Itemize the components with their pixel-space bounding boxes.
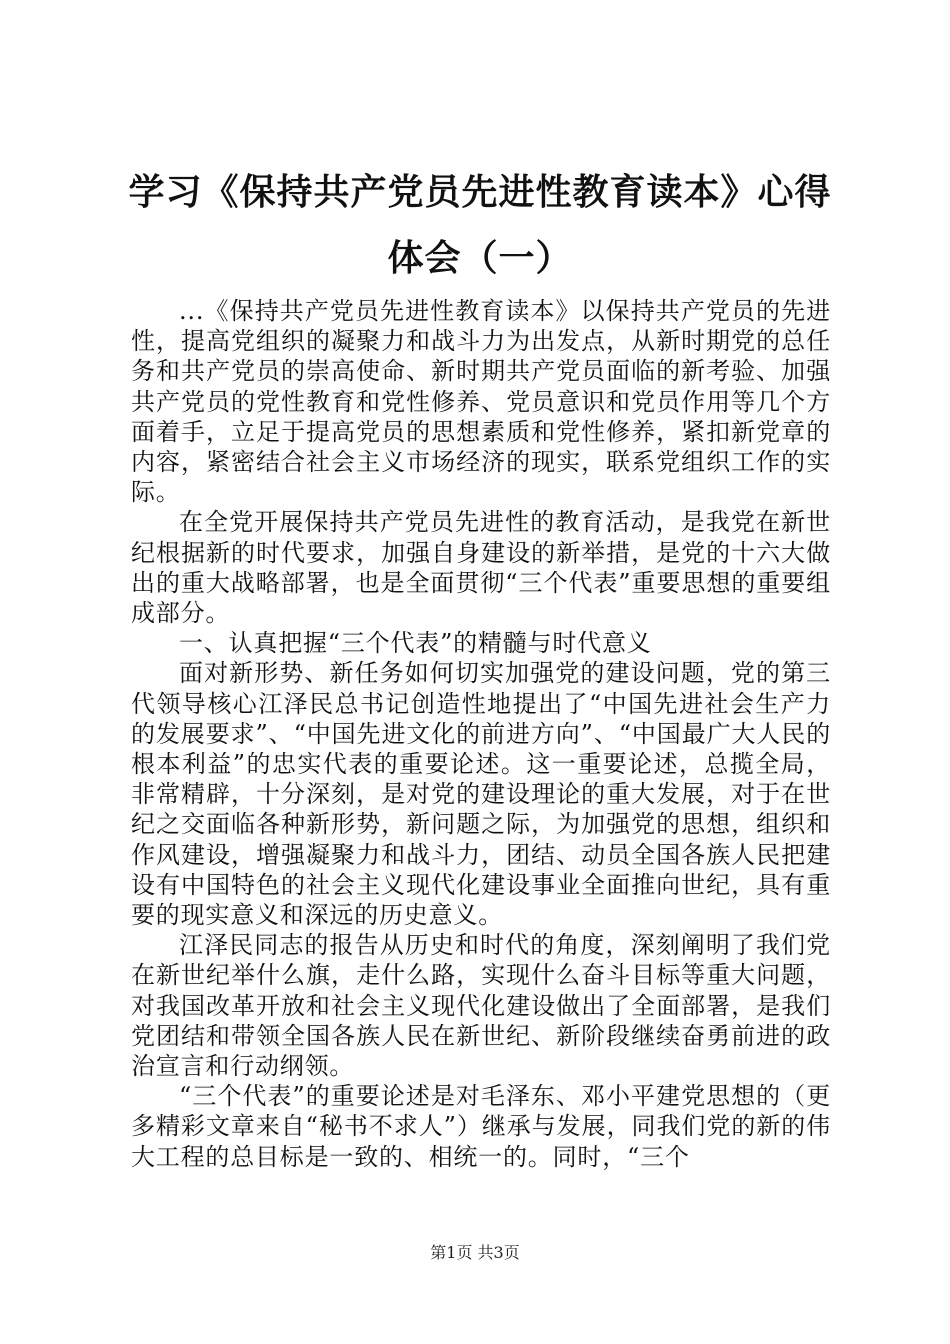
page-number-footer: 第1页 共3页: [430, 1243, 520, 1262]
paragraph-report: 江泽民同志的报告从历史和时代的角度，深刻阐明了我们党在新世纪举什么旗，走什么路，实现什么奋斗目标等重大问题，对我国改革开放和社会主义现代化建设做出了全面部署，是我们党团结和带领全国各族人民在新世纪、新阶段继续奋勇前进的政治宣言和行动纲领。: [131, 931, 831, 1081]
paragraph-campaign: 在全党开展保持共产党员先进性的教育活动，是我党在新世纪根据新的时代要求，加强自身建设的新举措，是党的十六大做出的重大战略部署，也是全面贯彻“三个代表”重要思想的重要组成部分。: [131, 508, 831, 628]
paragraph-continuation: “三个代表”的重要论述是对毛泽东、邓小平建党思想的（更多精彩文章来自“秘书不求人”）继承与发展，同我们党的新的伟大工程的总目标是一致的、相统一的。同时，“三个: [131, 1082, 831, 1171]
document-body: [131, 296, 831, 1172]
section-heading-one: 一、认真把握“三个代表”的精髓与时代意义: [179, 629, 652, 658]
paragraph-three-represents: 面对新形势、新任务如何切实加强党的建设问题，党的第三代领导核心江泽民总书记创造性地提出了“中国先进社会生产力的发展要求”、“中国先进文化的前进方向”、“中国最广大人民的根本利益”的忠实代表的重要论述。这一重要论述，总揽全局，非常精辟，十分深刻，是对党的建设理论的重大发展，对于在世纪之交面临各种新形势，新问题之际，为加强党的思想，组织和作风建设，增强凝聚力和战斗力，团结、动员全国各族人民把建设有中国特色的社会主义现代化建设事业全面推向世纪，具有重要的现实意义和深远的历史意义。: [131, 659, 831, 930]
document-title: 学习《保持共产党员先进性教育读本》心得体会（一）: [128, 172, 832, 279]
paragraph-intro: ...《保持共产党员先进性教育读本》以保持共产党员的先进性，提高党组织的凝聚力和战斗力为出发点，从新时期党的总任务和共产党员的崇高使命、新时期共产党员面临的新考验、加强共产党员的党性教育和党性修养、党员意识和党员作用等几个方面着手，立足于提高党员的思想素质和党性修养，紧扣新党章的内容，紧密结合社会主义市场经济的现实，联系党组织工作的实际。: [131, 297, 831, 507]
